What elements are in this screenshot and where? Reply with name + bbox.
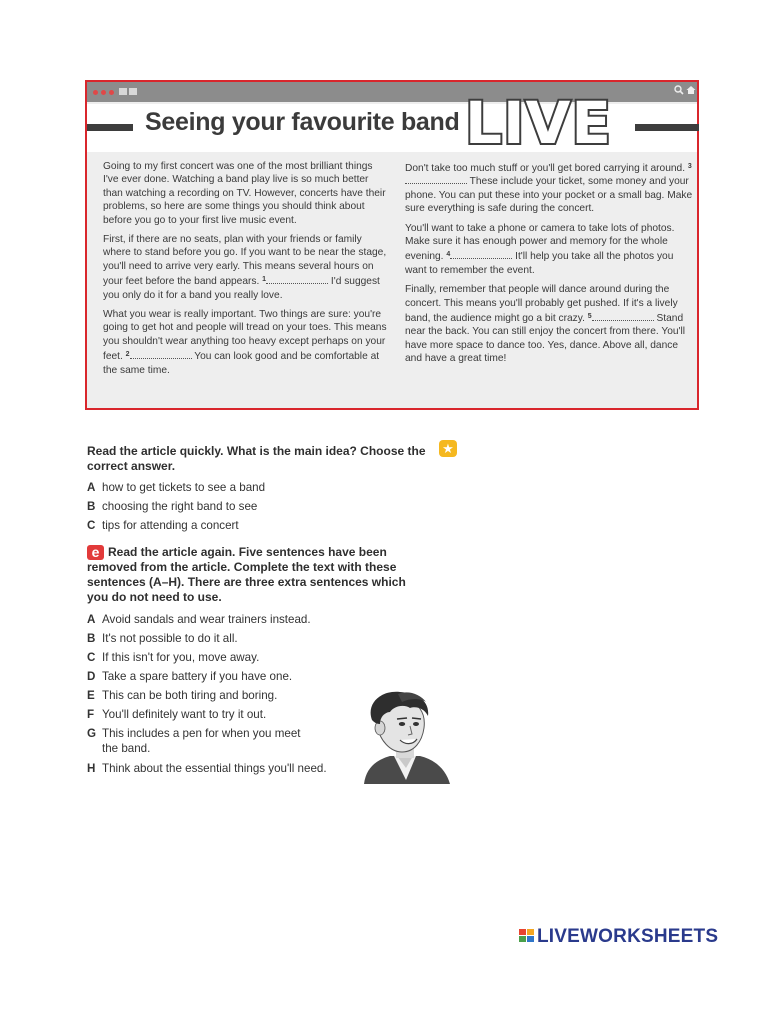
- window-dot-icon: [109, 90, 114, 95]
- gap-number: 5: [587, 313, 592, 321]
- gap-number: 3: [687, 163, 692, 170]
- tab-icon: [129, 88, 137, 95]
- gap-blank[interactable]: [450, 251, 512, 259]
- exercise2-prompt: Read the article again. Five sentences have been removed from the article. Complete the text with these sentences (A–H). There are three extra sentences which you do not need to use.: [87, 545, 406, 604]
- gap-blank[interactable]: [405, 176, 467, 184]
- exercise2-option-g-continued: the band.: [102, 742, 151, 755]
- paragraph-text: You can look good and be comfortable at the same time.: [103, 351, 380, 376]
- article-title-live: LIVE: [465, 89, 613, 157]
- gap-blank[interactable]: [592, 313, 654, 321]
- star-icon: ★: [439, 440, 457, 457]
- paragraph-text: What you wear is really important. Two things are sure: you're going to get hot and people will tread on your toes. This means you shouldn't wear anything too heavy except perhaps on your feet.: [103, 309, 387, 363]
- option-letter: A: [87, 613, 96, 626]
- option-text: Avoid sandals and wear trainers instead.: [102, 613, 311, 626]
- liveworksheets-logo-icon: [519, 929, 535, 943]
- article-paragraph: [405, 283, 695, 365]
- exercise2-option-g[interactable]: [87, 727, 301, 740]
- exercise1-option-a[interactable]: [87, 481, 265, 494]
- exercise2-option-h[interactable]: [87, 762, 327, 775]
- option-letter: B: [87, 500, 96, 513]
- option-text: It's not possible to do it all.: [102, 632, 238, 645]
- option-text: how to get tickets to see a band: [102, 481, 266, 494]
- tab-icon: [119, 88, 127, 95]
- title-band: [87, 89, 697, 157]
- option-text: Take a spare battery if you have one.: [102, 670, 293, 683]
- option-text: This includes a pen for when you meet: [102, 727, 301, 740]
- option-letter: C: [87, 651, 96, 664]
- option-letter: C: [87, 519, 96, 532]
- title-stripe-left: [87, 124, 133, 131]
- option-text: You'll definitely want to try it out.: [102, 708, 267, 721]
- paragraph-text: Stand near the back. You can still enjoy the concert from there. You'll have more space to dance too. Yes, dance. Above all, dance and have a great time!: [405, 313, 686, 365]
- liveworksheets-logo-text: LIVEWORKSHEETS: [537, 926, 719, 947]
- article-left-column: [103, 160, 388, 383]
- search-icon: [674, 85, 684, 98]
- window-dot-icon: [101, 90, 106, 95]
- exercise2-option-a[interactable]: [87, 613, 311, 626]
- paragraph-text: You'll want to take a phone or camera to take lots of photos. Make sure it has enough power and memory for the whole evening.: [405, 222, 675, 263]
- paragraph-text: I'd suggest you only do it for a band you really love.: [103, 276, 380, 301]
- option-text: choosing the right band to see: [102, 500, 258, 513]
- article-title: Seeing your favourite band: [145, 108, 460, 136]
- exercise1-option-c[interactable]: [87, 519, 239, 532]
- option-letter: E: [87, 689, 95, 702]
- exercise-badge: e: [87, 545, 104, 560]
- gap-number: 2: [125, 351, 130, 359]
- option-letter: A: [87, 481, 96, 494]
- boy-illustration: [350, 690, 452, 784]
- article-paragraph: [103, 233, 388, 302]
- gap-blank[interactable]: [266, 276, 328, 284]
- exercise2-option-f[interactable]: [87, 708, 266, 721]
- window-dot-icon: [93, 90, 98, 95]
- home-icon: [686, 85, 696, 98]
- option-text: tips for attending a concert: [102, 519, 239, 532]
- paragraph-text: These include your ticket, some money and your phone. You can put these into your pocket or a small bag. Make sure everything is safe during the concert.: [405, 176, 693, 215]
- option-text: This can be both tiring and boring.: [102, 689, 278, 702]
- option-letter: F: [87, 708, 95, 721]
- article-paragraph: [405, 222, 695, 278]
- paragraph-text: Don't take too much stuff or you'll get bored carrying it around.: [405, 163, 686, 174]
- gap-number: 1: [262, 276, 267, 284]
- paragraph-text: First, if there are no seats, plan with your friends or family where to stand before you go. If you want to be near the stage, you'll need to arrive very early. This means several hours on your feet before the band appears.: [103, 234, 387, 288]
- option-letter: G: [87, 727, 97, 740]
- title-stripe-right: [635, 124, 699, 131]
- exercise2-option-b[interactable]: [87, 632, 238, 645]
- exercise1-prompt: Read the article quickly. What is the main idea? Choose the correct answer.: [87, 444, 426, 473]
- exercise2-option-d[interactable]: [87, 670, 292, 683]
- option-letter: H: [87, 762, 96, 775]
- exercise2-option-e[interactable]: [87, 689, 277, 702]
- option-text: Think about the essential things you'll need.: [102, 762, 327, 775]
- option-letter: D: [87, 670, 96, 683]
- article-paragraph: [103, 308, 388, 377]
- paragraph-text: Finally, remember that people will dance around during the concert. This means you'll probably get pushed. If it's a lively band, the audience might go a bit crazy.: [405, 284, 678, 325]
- exercise2-option-c[interactable]: [87, 651, 259, 664]
- exercise1-option-b[interactable]: [87, 500, 257, 513]
- gap-number: 4: [446, 251, 451, 259]
- option-letter: B: [87, 632, 96, 645]
- article-card: [85, 80, 699, 410]
- article-paragraph: [405, 160, 695, 216]
- option-text: If this isn't for you, move away.: [102, 651, 260, 664]
- article-right-column: [405, 160, 695, 372]
- article-paragraph: Going to my first concert was one of the most brilliant things I've ever done. Watching a band play live is so much better than watching a recording on TV. However, concerts have their problems, so here are some things you should think about before you go to your first live music event.: [103, 161, 386, 226]
- paragraph-text: It'll help you take all the photos you want to remember the event.: [405, 251, 674, 276]
- gap-blank[interactable]: [130, 351, 192, 359]
